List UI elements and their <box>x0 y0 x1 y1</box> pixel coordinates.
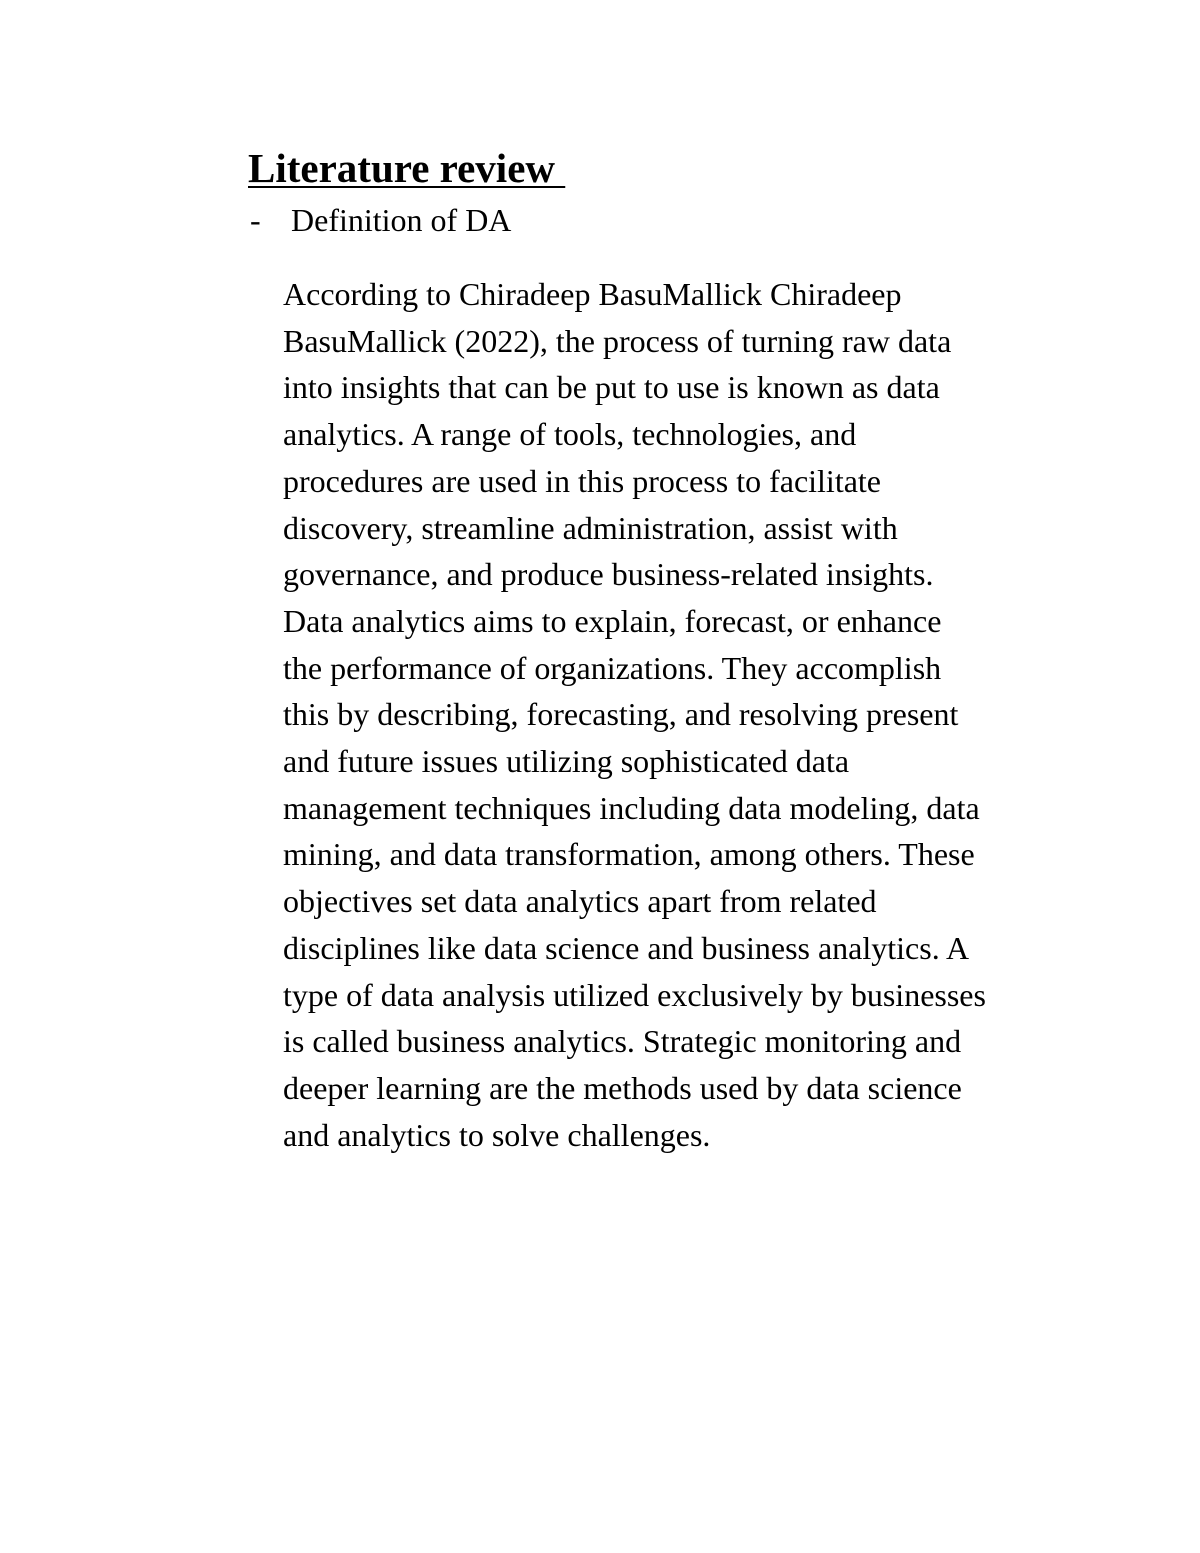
paragraph-line: and future issues utilizing sophisticated data <box>283 743 850 780</box>
paragraph-line: into insights that can be put to use is known as data <box>283 369 940 406</box>
paragraph-line: BasuMallick (2022), the process of turning raw data <box>283 322 952 359</box>
paragraph-line: type of data analysis utilized exclusively by businesses <box>283 976 986 1013</box>
paragraph-line: and analytics to solve challenges. <box>283 1116 711 1153</box>
paragraph-line: objectives set data analytics apart from related <box>283 883 877 920</box>
body-paragraph <box>283 271 1083 1158</box>
bullet-item <box>250 196 511 244</box>
paragraph-line: discovery, streamline administration, assist with <box>283 509 898 546</box>
paragraph-line: procedures are used in this process to facilitate <box>283 462 881 499</box>
paragraph-line: governance, and produce business-related insights. <box>283 556 934 593</box>
paragraph-line: disciplines like data science and business analytics. A <box>283 929 970 966</box>
paragraph-line: this by describing, forecasting, and resolving present <box>283 696 959 733</box>
section-heading: Literature review <box>248 145 566 191</box>
paragraph-line: Data analytics aims to explain, forecast, or enhance <box>283 602 942 639</box>
paragraph-line: the performance of organizations. They accomplish <box>283 649 942 686</box>
paragraph-line: According to Chiradeep BasuMallick Chiradeep <box>283 276 902 312</box>
paragraph-line: mining, and data transformation, among others. These <box>283 836 975 873</box>
paragraph-line: management techniques including data modeling, data <box>283 789 980 826</box>
paragraph-line: analytics. A range of tools, technologies, and <box>283 416 857 453</box>
bullet-text: Definition of DA <box>291 202 512 238</box>
paragraph-line: deeper learning are the methods used by data science <box>283 1069 962 1106</box>
paragraph-line: is called business analytics. Strategic monitoring and <box>283 1023 962 1060</box>
bullet-marker: - <box>250 202 261 238</box>
